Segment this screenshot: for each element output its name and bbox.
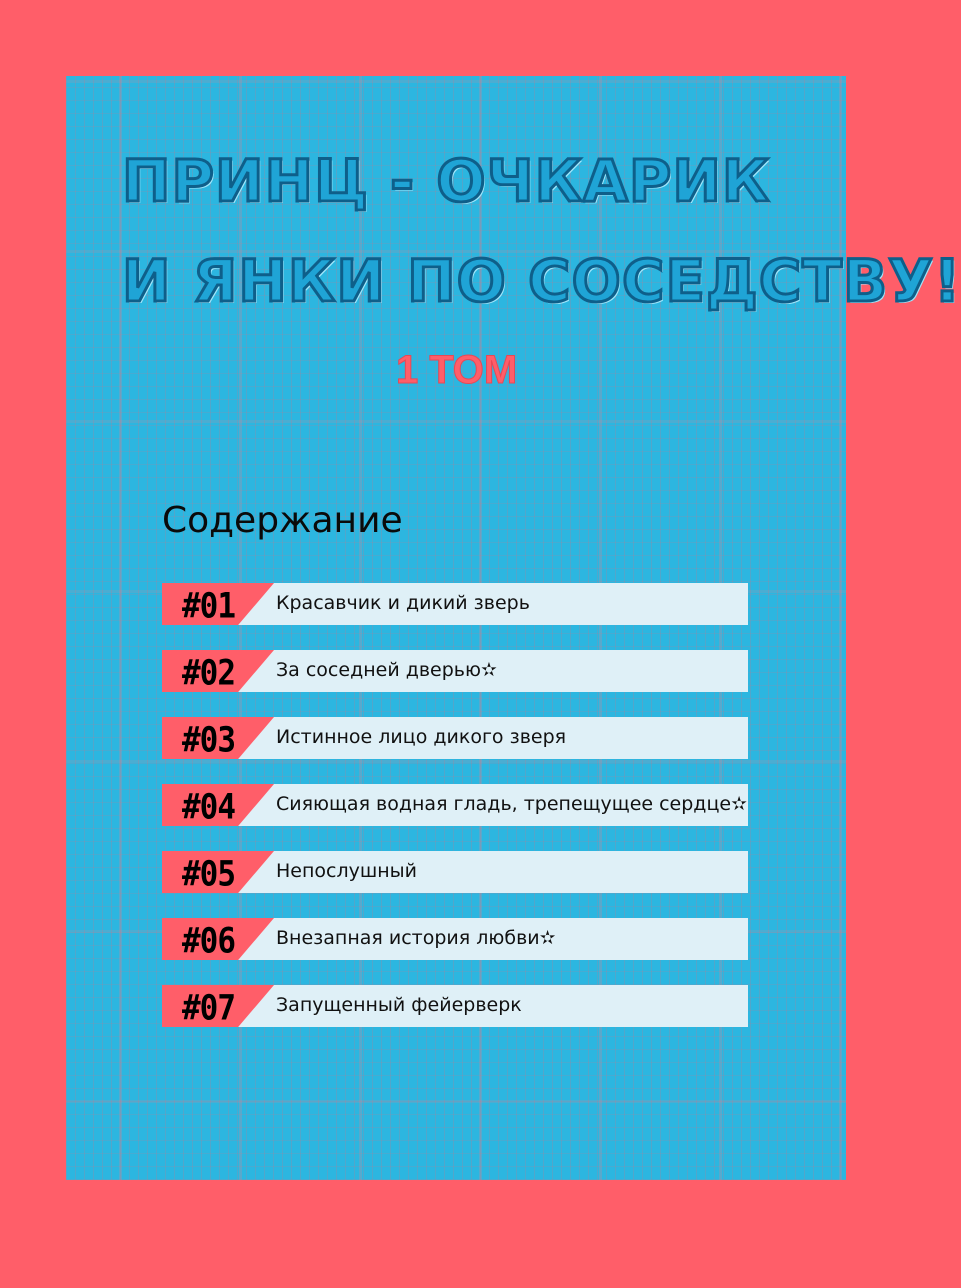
- chapter-number: #06: [182, 921, 235, 962]
- chapter-title: Истинное лицо дикого зверя: [276, 726, 567, 748]
- chapter-title: Сияющая водная гладь, трепещущее сердце✫: [276, 793, 747, 815]
- toc-item-01: [162, 583, 748, 625]
- chapter-number: #04: [182, 787, 235, 828]
- cover-panel: [66, 76, 961, 1180]
- chapter-title: Красавчик и дикий зверь: [276, 592, 530, 614]
- chapter-number: #05: [182, 854, 235, 895]
- chapter-number: #03: [182, 720, 235, 761]
- chapter-title: За соседней дверью✫: [276, 659, 497, 681]
- chapter-title: Непослушный: [276, 860, 418, 882]
- chapter-number: #07: [182, 988, 235, 1029]
- chapter-number: #01: [182, 586, 235, 627]
- toc-item-07: [162, 985, 748, 1027]
- toc-item-06: [162, 918, 748, 960]
- toc-item-02: [162, 650, 748, 692]
- toc-item-05: [162, 851, 748, 893]
- volume-label: 1 ТОМ: [396, 348, 518, 392]
- contents-heading: Содержание: [162, 500, 403, 541]
- chapter-title: Запущенный фейерверк: [276, 994, 522, 1016]
- book-title-line-2: И ЯНКИ ПО СОСЕДСТВУ!: [122, 247, 961, 315]
- toc-item-03: [162, 717, 748, 759]
- chapter-number: #02: [182, 653, 235, 694]
- toc-item-04: [162, 784, 748, 826]
- book-title-line-1: ПРИНЦ - ОЧКАРИК: [122, 147, 771, 215]
- chapter-title: Внезапная история любви✫: [276, 927, 556, 949]
- table-of-contents: [162, 583, 748, 1052]
